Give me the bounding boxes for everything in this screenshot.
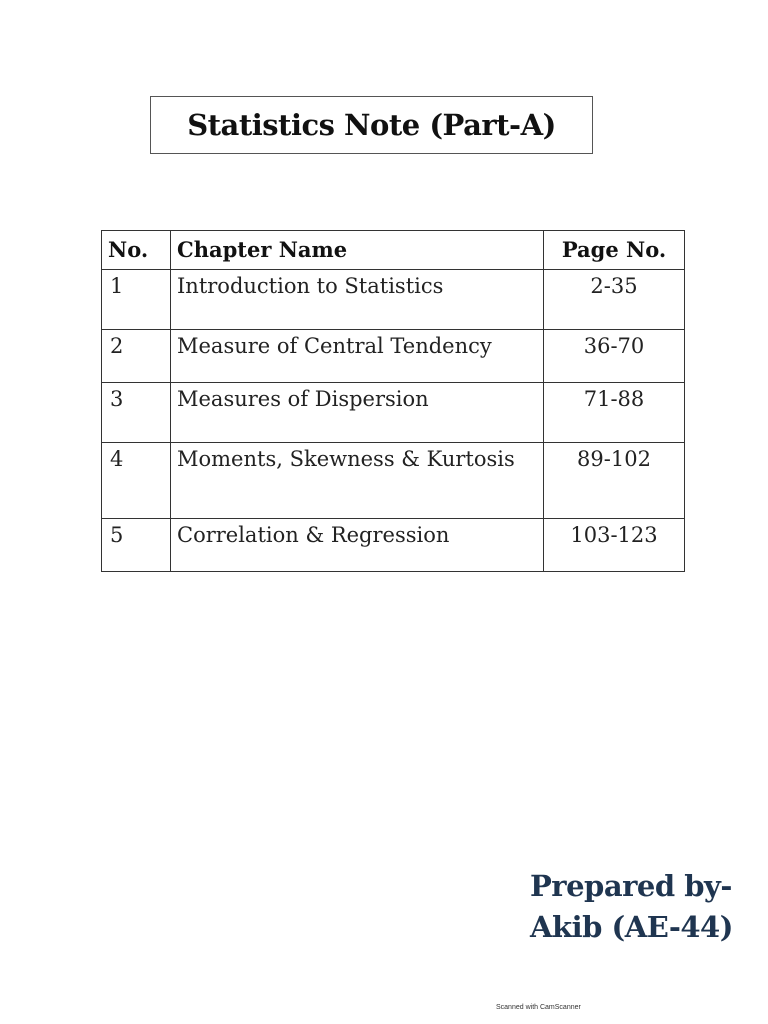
chapter-name: Measure of Central Tendency [171,330,544,383]
author-name: Akib (AE-44) [530,910,733,944]
chapter-pages: 36-70 [544,330,685,383]
document-title: Statistics Note (Part-A) [187,108,556,142]
title-box [150,96,593,154]
chapter-name: Moments, Skewness & Kurtosis [171,443,544,519]
scanner-watermark: Scanned with CamScanner [496,1004,581,1011]
table-row [102,519,685,572]
table-row [102,270,685,330]
chapter-number: 1 [102,270,171,330]
chapter-number: 5 [102,519,171,572]
chapter-number: 4 [102,443,171,519]
chapter-name: Correlation & Regression [171,519,544,572]
chapter-pages: 89-102 [544,443,685,519]
table-of-contents [101,230,685,572]
header-page-number: Page No. [544,231,685,270]
chapter-name: Introduction to Statistics [171,270,544,330]
prepared-by-label: Prepared by- [530,869,732,903]
header-number: No. [102,231,171,270]
header-chapter-name: Chapter Name [171,231,544,270]
table-row [102,443,685,519]
chapter-number: 3 [102,383,171,443]
chapter-pages: 103-123 [544,519,685,572]
chapter-name: Measures of Dispersion [171,383,544,443]
chapter-number: 2 [102,330,171,383]
table-row [102,330,685,383]
author-credit [530,866,733,948]
chapter-pages: 71-88 [544,383,685,443]
table-header-row [102,231,685,270]
table-row [102,383,685,443]
chapter-pages: 2-35 [544,270,685,330]
